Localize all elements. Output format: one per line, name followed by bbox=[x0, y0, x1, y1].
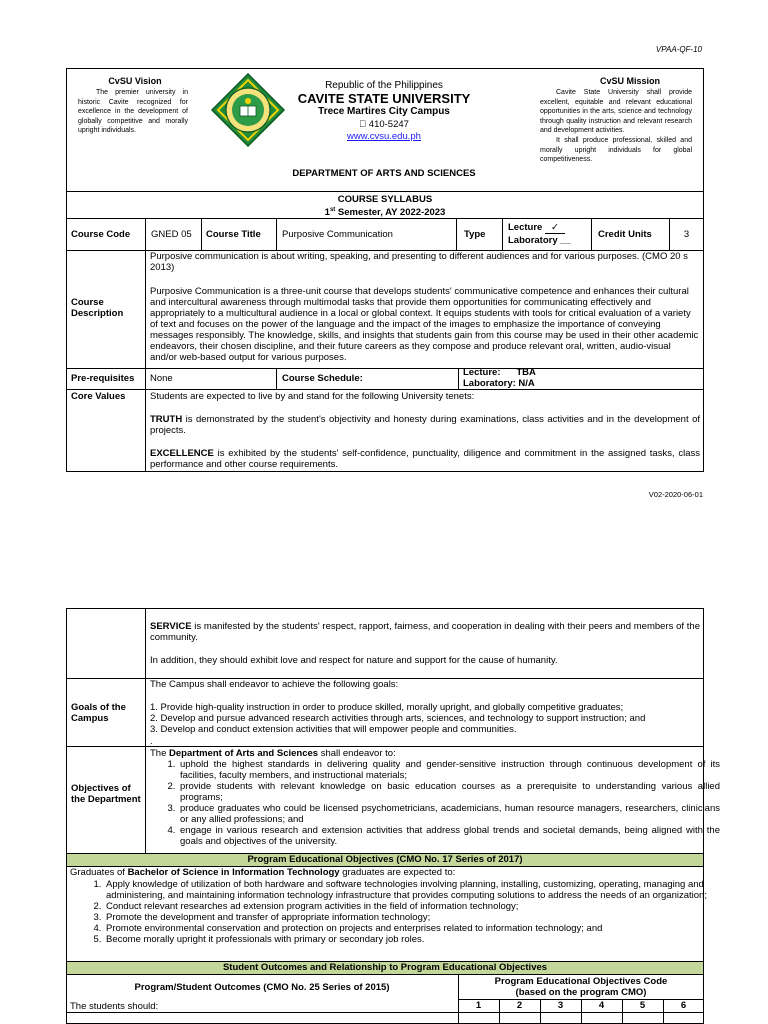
course-description-label: Course Description bbox=[71, 297, 124, 319]
university-name: CAVITE STATE UNIVERSITY bbox=[297, 91, 471, 106]
objectives-label: Objectives of the Department bbox=[71, 783, 141, 805]
peo-code-6: 6 bbox=[680, 1000, 687, 1011]
objectives-intro-pre: The bbox=[150, 748, 170, 759]
course-code: GNED 05 bbox=[151, 229, 192, 240]
objective-item: 4. engage in various research and extension activities that address global trends and societal demands, being aligned with the goals and objectives of the university. bbox=[178, 825, 720, 847]
syllabus-title: COURSE SYLLABUS bbox=[337, 194, 433, 205]
website-link[interactable]: www.cvsu.edu.ph bbox=[347, 131, 421, 142]
excellence-word: EXCELLENCE bbox=[150, 448, 214, 459]
core-values-addition: In addition, they should exhibit love and respect for nature and support for the cause of humanity. bbox=[150, 655, 558, 666]
peo-item: 1. Apply knowledge of utilization of both hardware and software technologies involving planning, installing, customizing, operating, managing and administering, and maintaining information technology infrastructure that provides computing solutions to address the needs of an organization; bbox=[104, 879, 718, 901]
mission-text: Cavite State University shall provide excellent, equitable and relevant educational opportunities in the arts, science and technology through quality instruction and relevant research and development activities. bbox=[540, 89, 692, 134]
service-text bbox=[150, 621, 700, 643]
course-schedule-label: Course Schedule: bbox=[282, 373, 363, 384]
peo-code-3: 3 bbox=[557, 1000, 564, 1011]
laboratory-label: Laboratory __ bbox=[508, 235, 571, 246]
goal-item-3: 3. Develop and conduct extension activities that will empower people and communities. bbox=[150, 724, 517, 735]
core-values-intro: Students are expected to live by and stand for the following University tenets: bbox=[150, 391, 475, 402]
peo-list bbox=[84, 879, 718, 945]
objective-item: 2. provide students with relevant knowledge on basic education courses as a prerequisite to understanding various allied programs; bbox=[178, 781, 720, 803]
lecture-text: Lecture bbox=[508, 222, 543, 233]
form-code: VPAA-QF-10 bbox=[655, 45, 702, 54]
goal-item-2: 2. Develop and pursue advanced research activities through arts, sciences, and technology to support instruction; and bbox=[150, 713, 646, 724]
republic-line: Republic of the Philippines bbox=[325, 80, 443, 91]
peo-code-2: 2 bbox=[516, 1000, 523, 1011]
peo-item: 2. Conduct relevant researches ad extension program activities in the field of information technology; bbox=[104, 901, 718, 912]
peo-intro-post: graduates are expected to: bbox=[339, 867, 456, 878]
peo-code-4: 4 bbox=[598, 1000, 605, 1011]
core-values-label: Core Values bbox=[71, 391, 126, 402]
service-desc: is manifested by the students' respect, rapport, fairness, and cooperation in dealing with their peers and members of the community. bbox=[150, 621, 700, 643]
campus-name: Trece Martires City Campus bbox=[318, 106, 450, 117]
students-should: The students should: bbox=[70, 1001, 159, 1012]
prerequisites-label: Pre-requisites bbox=[71, 373, 135, 384]
excellence-desc: is exhibited by the students' self-confidence, punctuality, diligence and commitment in the assigned tasks, class performance and other course requirements. bbox=[150, 448, 700, 470]
prerequisites: None bbox=[150, 373, 173, 384]
goals-trailing: . bbox=[150, 736, 153, 747]
so-header: Student Outcomes and Relationship to Program Educational Objectives bbox=[222, 962, 548, 973]
credit-units-label: Credit Units bbox=[598, 229, 652, 240]
so-col-right-1: Program Educational Objectives Code bbox=[494, 976, 668, 987]
excellence-text bbox=[150, 448, 700, 470]
peo-header: Program Educational Objectives (CMO No. 17 Series of 2017) bbox=[247, 854, 523, 865]
truth-desc: is demonstrated by the student's objectivity and honesty during examinations, class activities and in the development of projects. bbox=[150, 414, 700, 436]
lecture-label bbox=[508, 222, 565, 234]
semester-line bbox=[66, 205, 704, 218]
department-name: Department of Arts and Sciences bbox=[169, 748, 319, 759]
semester-suffix: st bbox=[329, 207, 336, 213]
mission-text-2: It shall produce professional, skilled and morally upright individuals for global competitiveness. bbox=[540, 137, 692, 163]
vision-text: The premier university in historic Cavite recognized for excellence in the development of globally competitive and morally upright individuals. bbox=[78, 89, 188, 134]
course-title-label: Course Title bbox=[206, 229, 261, 240]
so-col-right-2: (based on the program CMO) bbox=[515, 987, 647, 998]
schedule-laboratory: Laboratory: N/A bbox=[463, 378, 535, 389]
objectives-list bbox=[158, 759, 720, 847]
peo-item: 5. Become morally upright it professionals with primary or secondary job roles. bbox=[104, 934, 718, 945]
vision-title: CvSU Vision bbox=[108, 76, 162, 86]
type-label: Type bbox=[464, 229, 486, 240]
course-description-p1: Purposive communication is about writing, speaking, and presenting to different audiences and for various purposes. (CMO 20 s 2013) bbox=[150, 251, 688, 273]
goals-intro: The Campus shall endeavor to achieve the following goals: bbox=[150, 679, 399, 690]
program-name: Bachelor of Science in Information Technology bbox=[127, 867, 340, 878]
goals-label: Goals of the Campus bbox=[71, 702, 126, 724]
peo-intro-pre: Graduates of bbox=[70, 867, 128, 878]
goal-item-1: 1. Provide high-quality instruction in order to produce skilled, morally upright, and globally competitive graduates; bbox=[150, 702, 624, 713]
service-word: SERVICE bbox=[150, 621, 192, 632]
course-description-p2: Purposive Communication is a three-unit course that develops students' communicative competence and enhances their cultural and intercultural awareness through multimodal tasks that provide them opportunities for communicating effectively and appropriately to a multicultural audience in a local or global context. It equips students with tools for critical evaluation of a variety of text and focuses on the power of the language and the impact of the images to emphasize the importance of conveying messages responsibly. The knowledge, skills, and insights that students gain from this course may be used in their other academic endeavors, their chosen discipline, and their future careers as they compose and produce relevant oral, written, audio-visual and/or web-based output for various purposes. bbox=[150, 286, 699, 363]
objective-item: 3. produce graduates who could be licensed psychometricians, academicians, human resource managers, researchers, clinicians or any allied professions; and bbox=[178, 803, 720, 825]
peo-intro bbox=[70, 867, 700, 878]
truth-text bbox=[150, 414, 700, 436]
version-code: V02-2020-06-01 bbox=[648, 490, 703, 499]
schedule-lecture: Lecture: TBA bbox=[463, 367, 536, 378]
lecture-check-icon: ✓ bbox=[545, 222, 565, 234]
credit-units: 3 bbox=[683, 229, 690, 240]
peo-code-1: 1 bbox=[475, 1000, 482, 1011]
peo-code-5: 5 bbox=[639, 1000, 646, 1011]
mission-title: CvSU Mission bbox=[599, 76, 660, 86]
objectives-intro bbox=[150, 748, 700, 759]
truth-word: TRUTH bbox=[150, 414, 183, 425]
peo-item: 3. Promote the development and transfer of appropriate information technology; bbox=[104, 912, 718, 923]
so-col-left: Program/Student Outcomes (CMO No. 25 Series of 2015) bbox=[134, 982, 390, 993]
semester-number: 1 bbox=[324, 207, 330, 219]
semester-rest: Semester, AY 2022-2023 bbox=[335, 207, 446, 219]
course-code-label: Course Code bbox=[71, 229, 131, 240]
course-title: Purposive Communication bbox=[282, 229, 393, 240]
department-title: DEPARTMENT OF ARTS AND SCIENCES bbox=[292, 168, 476, 179]
objectives-intro-post: shall endeavor to: bbox=[318, 748, 396, 759]
phone-number: 410-5247 bbox=[363, 119, 405, 130]
peo-item: 4. Promote environmental conservation and protection on projects and enterprises related to information technology; and bbox=[104, 923, 718, 934]
objective-item: 1. uphold the highest standards in delivering quality and gender-sensitive instruction through continuous development of its facilities, faculty members, and instructional materials; bbox=[178, 759, 720, 781]
